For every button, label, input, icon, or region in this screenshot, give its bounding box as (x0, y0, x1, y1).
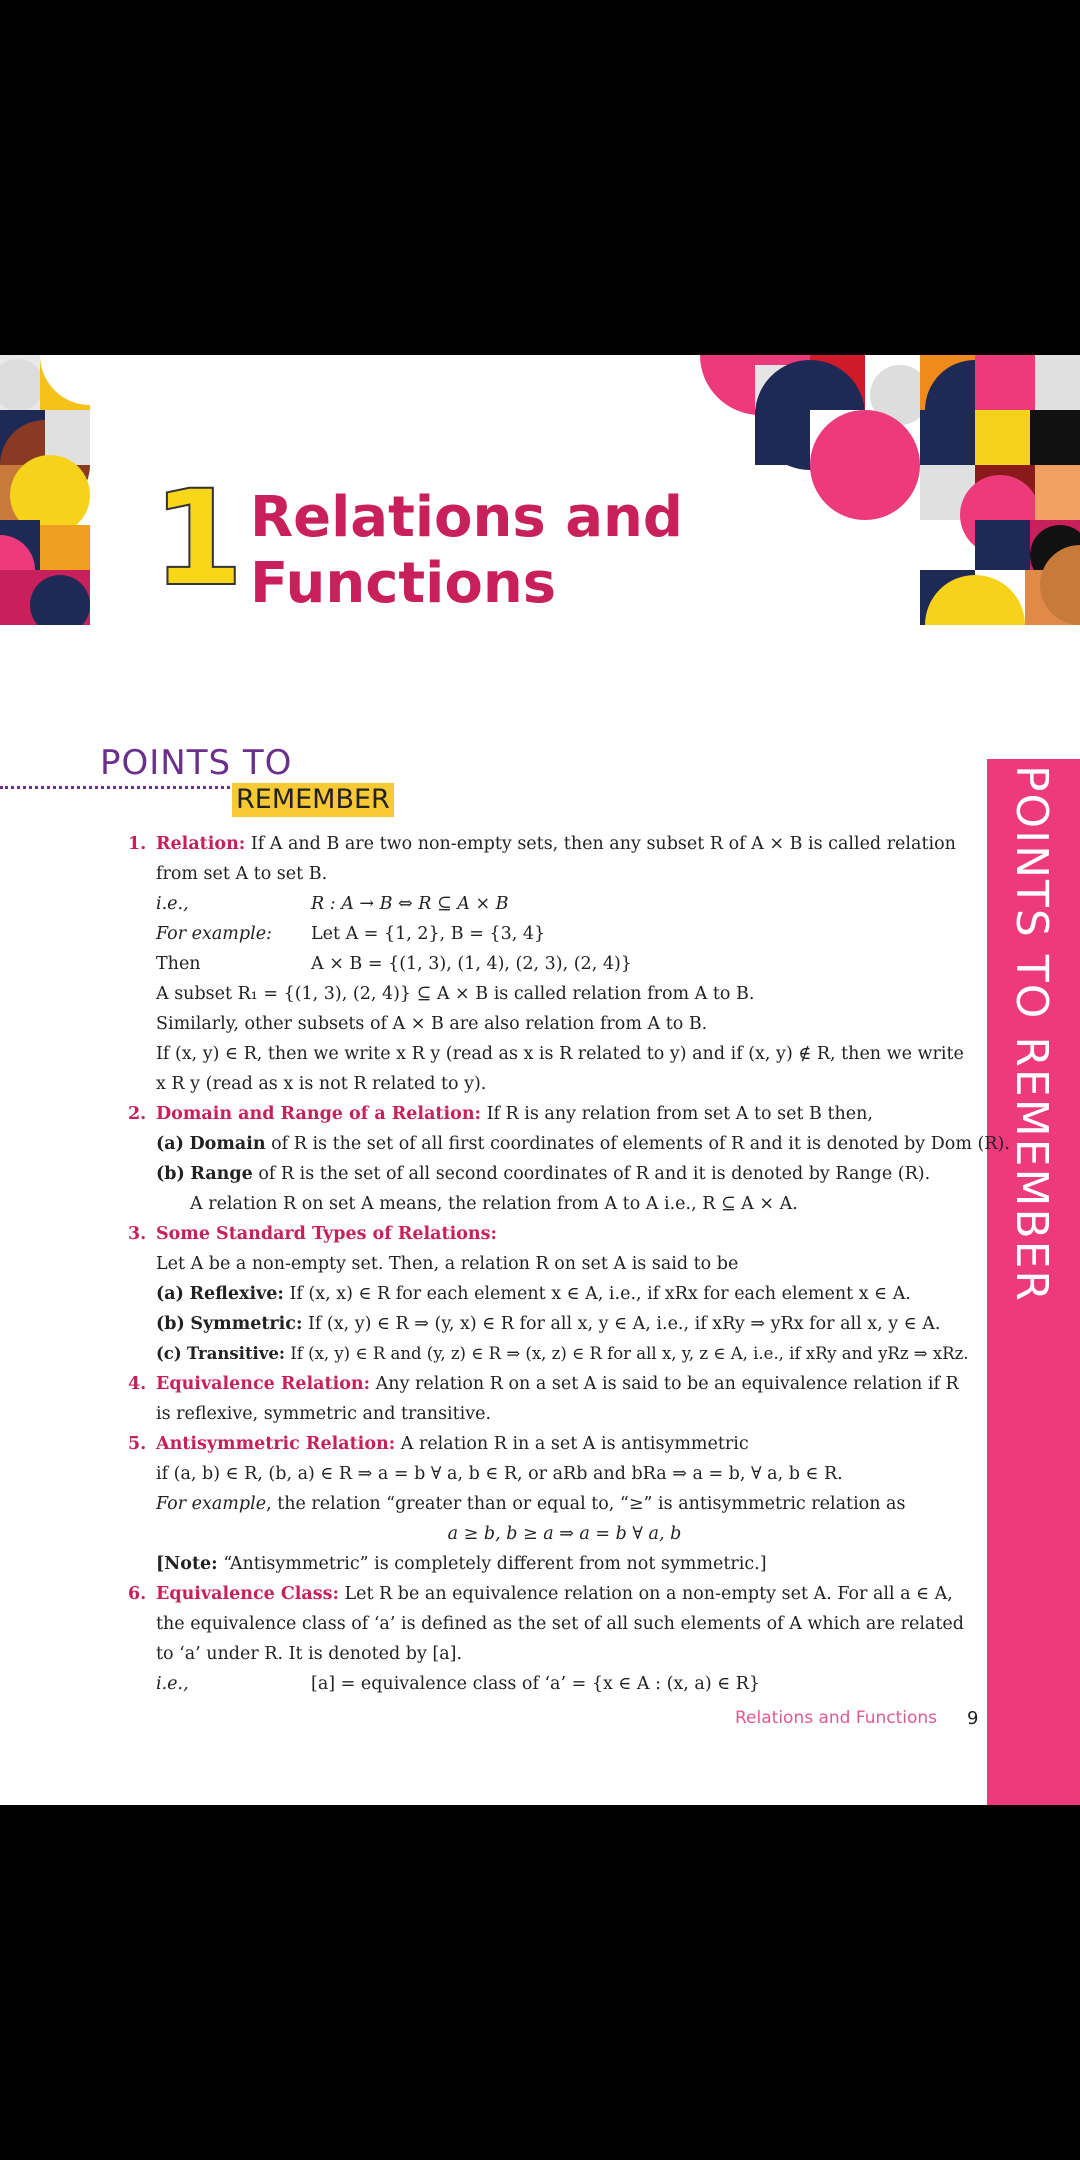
item-line: A relation R on set A means, the relation from A to A i.e., R ⊆ A × A. (190, 1194, 798, 1214)
sub-label: (c) (156, 1344, 182, 1363)
list-item (128, 1369, 973, 1429)
item-text: Any relation R on a set A is said to be an equivalence relation if R is reflexive, symmetric and transitive. (156, 1374, 959, 1424)
item-number: 2. (128, 1104, 147, 1124)
sub-text: of R is the set of all first coordinates of elements of R and it is denoted by Dom (R). (265, 1134, 1010, 1154)
section-heading: POINTS TO (100, 743, 293, 783)
sub-text: If (x, y) ∈ R ⇒ (y, x) ∈ R for all x, y ∈ A, i.e., if xRy ⇒ yRx for all x, y ∈ A. (302, 1314, 941, 1334)
then-label: Then (156, 954, 201, 974)
item-number: 6. (128, 1584, 147, 1604)
footer-title: Relations and Functions (735, 1708, 938, 1728)
sub-term: Symmetric: (190, 1314, 303, 1334)
list-item (128, 1219, 973, 1369)
page-number: 9 (967, 1708, 979, 1729)
list-item (128, 829, 973, 1099)
item-line: If (x, y) ∈ R, then we write x R y (read as x is R related to y) and if (x, y) ∉ R, then we write x R y (read as x is not R related to y). (156, 1044, 964, 1094)
sub-label: (b) (156, 1314, 185, 1334)
item-text: Let R be an equivalence relation on a non-empty set A. For all a ∈ A, the equivalence class of ‘a’ is defined as the set of all such elements of A which are related to ‘a’ under R. It is denoted by [a]. (156, 1584, 964, 1664)
item-heading: Antisymmetric Relation: (156, 1434, 396, 1454)
formula: a ≥ b, b ≥ a ⇒ a = b ∀ a, b (447, 1524, 682, 1544)
ie-text: R : A → B ⇔ R ⊆ A × B (311, 894, 509, 914)
ie-label: i.e., (156, 1674, 189, 1694)
list-item (128, 1099, 1010, 1219)
item-heading: Domain and Range of a Relation: (156, 1104, 482, 1124)
item-text: If A and B are two non-empty sets, then any subset R of A × B is called relation from set A to set B. (156, 834, 956, 884)
sub-text: If (x, y) ∈ R and (y, z) ∈ R ⇒ (x, z) ∈ R for all x, y, z ∈ A, i.e., if xRy and yRz ⇒ xRz. (285, 1344, 969, 1363)
then-text: A × B = {(1, 3), (1, 4), (2, 3), (2, 4)} (311, 954, 632, 974)
sub-text: If (x, x) ∈ R for each element x ∈ A, i.e., if xRx for each element x ∈ A. (283, 1284, 911, 1304)
note-label: [Note: (156, 1554, 218, 1574)
sidebar-label: POINTS TO REMEMBER (1006, 765, 1057, 1304)
item-line: if (a, b) ∈ R, (b, a) ∈ R ⇒ a = b ∀ a, b ∈ R, or aRb and bRa ⇒ a = b, ∀ a, b ∈ R. (156, 1464, 843, 1484)
sub-term: Range (190, 1164, 253, 1184)
example-label: For example (156, 1494, 267, 1514)
example-label: For example: (156, 924, 272, 944)
list-item (128, 1429, 973, 1579)
chapter-number: 1 (152, 462, 244, 616)
sub-term: Transitive: (186, 1344, 286, 1363)
item-line: A subset R₁ = {(1, 3), (2, 4)} ⊆ A × B is called relation from A to B. (156, 984, 755, 1004)
sub-label: (a) (156, 1284, 184, 1304)
points-list (128, 829, 1010, 1699)
dotted-divider (0, 786, 235, 789)
chapter-title-line2: Functions (250, 551, 557, 616)
chapter-title (250, 485, 683, 617)
sub-term: Domain (189, 1134, 266, 1154)
section-subheading: REMEMBER (232, 783, 394, 817)
ie-label: i.e., (156, 894, 189, 914)
example-text: , the relation “greater than or equal to, “≥” is antisymmetric relation as (266, 1494, 906, 1514)
sub-label: (b) (156, 1164, 185, 1184)
example-text: Let A = {1, 2}, B = {3, 4} (311, 924, 546, 944)
item-heading: Equivalence Relation: (156, 1374, 371, 1394)
item-text: If R is any relation from set A to set B then, (481, 1104, 873, 1124)
item-text: A relation R in a set A is antisymmetric (395, 1434, 749, 1454)
list-item (128, 1579, 973, 1699)
sub-term: Reflexive: (189, 1284, 284, 1304)
item-line: Similarly, other subsets of A × B are also relation from A to B. (156, 1014, 708, 1034)
note-text: “Antisymmetric” is completely different from not symmetric.] (217, 1554, 767, 1574)
item-line: Let A be a non-empty set. Then, a relation R on set A is said to be (156, 1254, 739, 1274)
item-number: 4. (128, 1374, 147, 1394)
item-heading: Some Standard Types of Relations: (156, 1224, 497, 1244)
item-number: 3. (128, 1224, 147, 1244)
chapter-title-line1: Relations and (250, 485, 683, 550)
sub-label: (a) (156, 1134, 184, 1154)
item-heading: Equivalence Class: (156, 1584, 339, 1604)
ie-text: [a] = equivalence class of ‘a’ = {x ∈ A : (x, a) ∈ R} (311, 1674, 761, 1694)
item-number: 5. (128, 1434, 147, 1454)
textbook-page (0, 355, 1080, 1805)
item-number: 1. (128, 834, 147, 854)
item-heading: Relation: (156, 834, 246, 854)
sub-text: of R is the set of all second coordinates of R and it is denoted by Range (R). (252, 1164, 931, 1184)
